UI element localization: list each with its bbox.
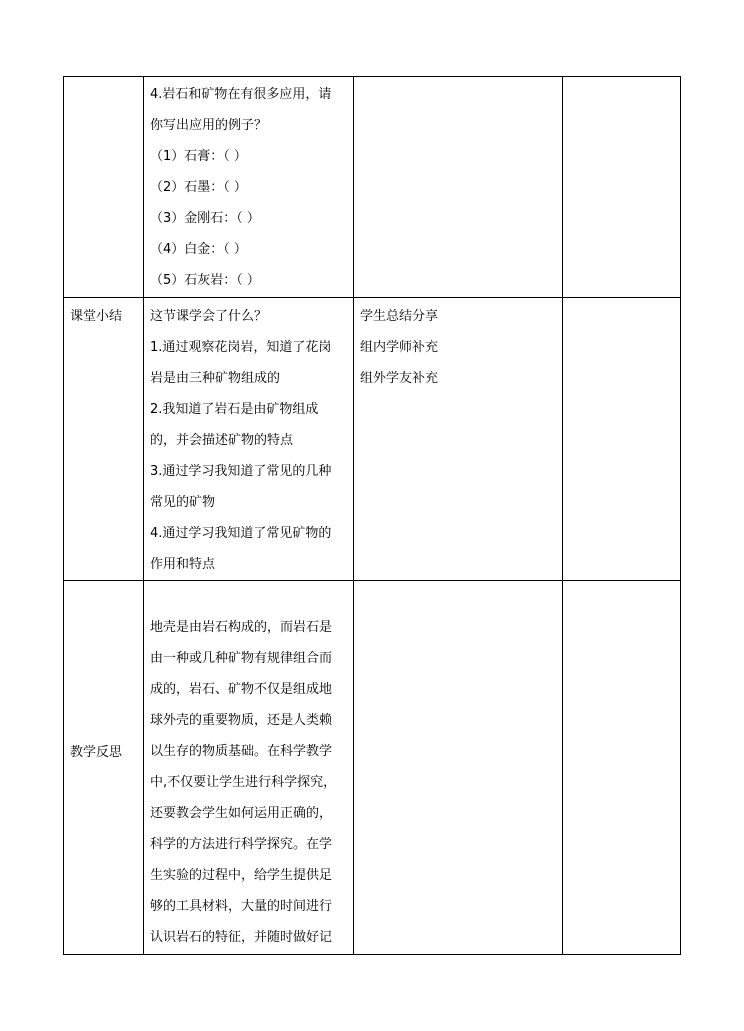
reflection-line: 以生存的物质基础。在科学教学 <box>150 744 333 759</box>
student-cell-summary <box>354 298 563 581</box>
content-cell-summary <box>144 298 354 581</box>
notes-cell-summary <box>563 298 681 581</box>
label-cell-empty <box>64 77 144 298</box>
summary-line: 的，并会描述矿物的特点 <box>150 433 294 448</box>
reflection-label: 教学反思 <box>70 745 123 760</box>
content-cell-reflection <box>144 581 354 955</box>
student-cell-empty <box>354 77 563 298</box>
application-item: （2）石墨：（ ） <box>150 180 247 195</box>
table-row-summary <box>64 298 681 581</box>
reflection-line: 中,不仅要让学生进行科学探究， <box>150 775 337 790</box>
table-row-reflection <box>64 581 681 955</box>
question-line-2: 你写出应用的例子？ <box>150 118 268 133</box>
student-activity-line: 组外学友补充 <box>360 371 439 386</box>
summary-line: 这节课学会了什么？ <box>150 309 268 324</box>
summary-line: 常见的矿物 <box>150 495 216 510</box>
label-cell-reflection <box>64 581 144 955</box>
summary-label: 课堂小结 <box>70 309 123 324</box>
reflection-line: 还要教会学生如何运用正确的， <box>150 806 333 821</box>
summary-line: 4.通过学习我知道了常见矿物的 <box>150 526 332 541</box>
summary-line: 岩是由三种矿物组成的 <box>150 371 281 386</box>
question-line-1: 4.岩石和矿物在有很多应用，请 <box>150 87 332 102</box>
reflection-line: 由一种或几种矿物有规律组合而 <box>150 651 333 666</box>
application-item: （1）石膏：（ ） <box>150 149 247 164</box>
content-cell-application <box>144 77 354 298</box>
reflection-line: 够的工具材料，大量的时间进行 <box>150 899 333 914</box>
notes-cell-reflection <box>563 581 681 955</box>
summary-line: 作用和特点 <box>150 557 216 572</box>
student-activity-line: 学生总结分享 <box>360 309 439 324</box>
notes-cell-empty <box>563 77 681 298</box>
summary-line: 2.我知道了岩石是由矿物组成 <box>150 402 319 417</box>
summary-line: 1.通过观察花岗岩，知道了花岗 <box>150 340 332 355</box>
lesson-plan-table <box>63 76 681 955</box>
reflection-line: 球外壳的重要物质，还是人类赖 <box>150 713 333 728</box>
reflection-line: 认识岩石的特征，并随时做好记 <box>150 930 333 945</box>
table-row-application <box>64 77 681 298</box>
reflection-line: 地壳是由岩石构成的，而岩石是 <box>150 620 333 635</box>
student-activity-line: 组内学师补充 <box>360 340 439 355</box>
reflection-line: 科学的方法进行科学探究。在学 <box>150 837 333 852</box>
reflection-line: 生实验的过程中，给学生提供足 <box>150 868 333 883</box>
reflection-line: 成的，岩石、矿物不仅是组成地 <box>150 682 333 697</box>
summary-line: 3.通过学习我知道了常见的几种 <box>150 464 332 479</box>
application-item: （4）白金：（ ） <box>150 242 247 257</box>
application-item: （5）石灰岩：（ ） <box>150 273 260 288</box>
student-cell-reflection <box>354 581 563 955</box>
application-item: （3）金刚石：（ ） <box>150 211 260 226</box>
label-cell-summary <box>64 298 144 581</box>
